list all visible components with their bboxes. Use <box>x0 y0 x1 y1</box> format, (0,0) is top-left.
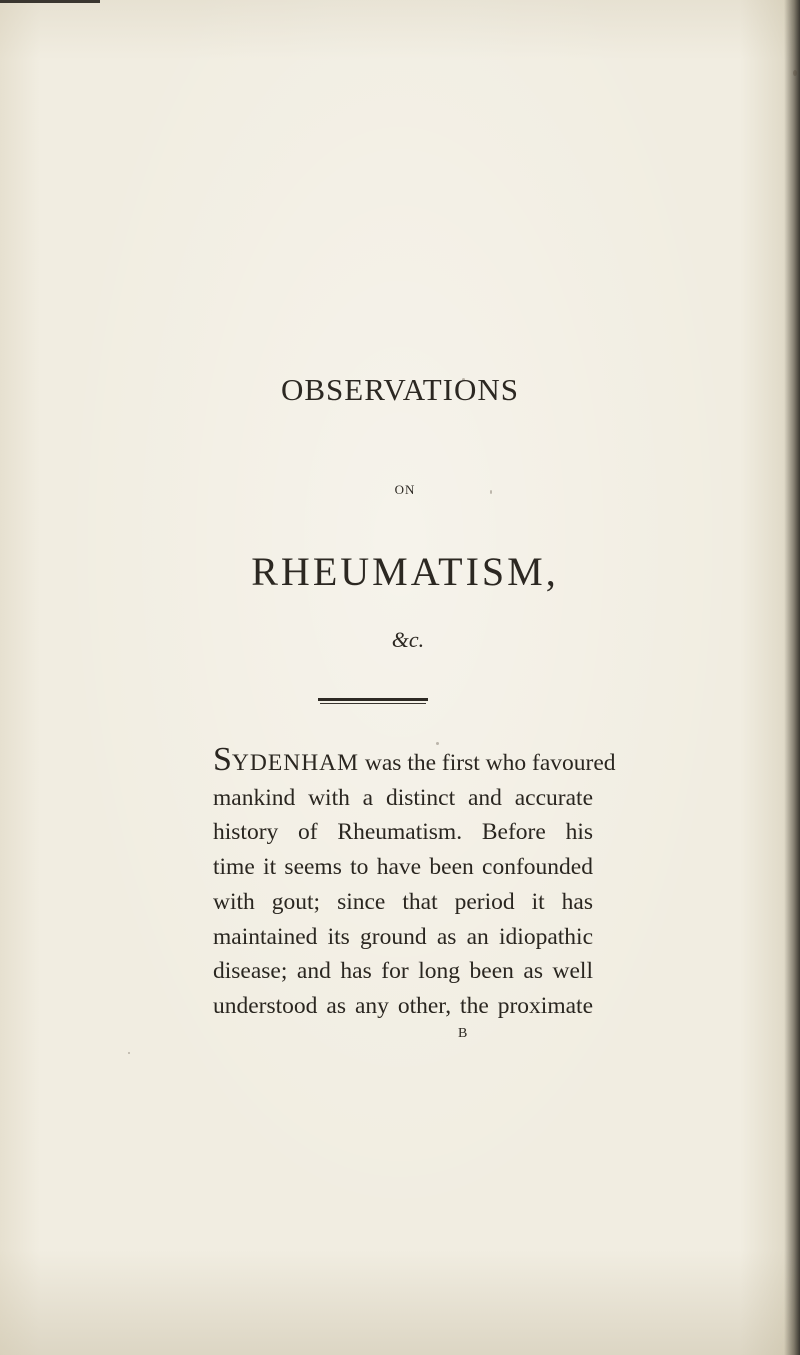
paragraph-line-8: understood as any other, the proximate <box>213 992 593 1019</box>
paragraph-line-1 <box>213 741 616 781</box>
line-1-rest: was the first who favoured <box>364 750 616 776</box>
paragraph-line-6: maintained its ground as an idiopathic <box>213 923 593 950</box>
opening-paragraph <box>213 741 616 1024</box>
page-top-edge <box>0 0 100 3</box>
paragraph-line-4: time it seems to have been confounded <box>213 854 593 881</box>
paper-fleck <box>436 742 439 745</box>
signature-mark: B <box>458 1026 468 1041</box>
title-observations: OBSERVATIONS <box>280 372 520 407</box>
rule-thin-line <box>320 703 426 704</box>
paragraph-line-7: disease; and has for long been as well <box>213 958 593 985</box>
title-rule-divider <box>318 698 428 705</box>
title-rheumatism: RHEUMATISM, <box>251 549 559 594</box>
rule-thick-line <box>318 698 428 701</box>
drop-cap: S <box>213 741 232 778</box>
paper-fleck <box>128 1052 130 1054</box>
paragraph-line-5: with gout; since that period it has <box>213 888 593 915</box>
title-on: ON <box>394 482 416 497</box>
page-binding-edge <box>784 0 800 1355</box>
title-etc: &c. <box>391 627 425 652</box>
paragraph-line-3: history of Rheumatism. Before his <box>213 819 593 846</box>
author-name-rest: YDENHAM <box>231 750 360 776</box>
paper-fleck <box>793 70 797 76</box>
paragraph-line-2: mankind with a distinct and accurate <box>213 784 593 811</box>
